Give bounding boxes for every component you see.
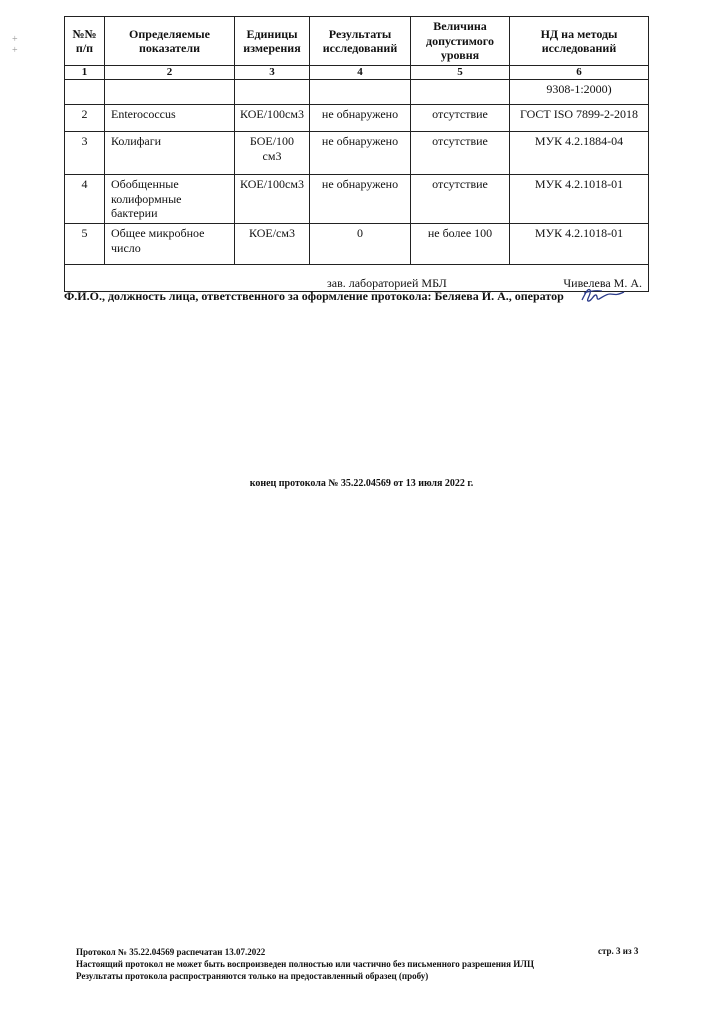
header-cell: №№ п/п xyxy=(65,17,105,66)
limit-cell: не более 100 xyxy=(411,224,510,265)
indicator-name: Обобщенные колиформные бактерии xyxy=(105,175,235,224)
margin-mark: + + xyxy=(12,34,18,56)
table-cell: 9308-1:2000) xyxy=(510,80,649,105)
responsible-value: Беляева И. А., оператор xyxy=(434,289,564,303)
column-number-row xyxy=(65,66,649,80)
header-cell: Результаты исследований xyxy=(310,17,411,66)
header-cell: Определяемые показатели xyxy=(105,17,235,66)
row-number: 2 xyxy=(65,105,105,132)
method-cell: МУК 4.2.1884-04 xyxy=(510,132,649,175)
table-cell xyxy=(411,80,510,105)
table-row xyxy=(65,105,649,132)
row-number: 5 xyxy=(65,224,105,265)
column-number: 3 xyxy=(235,66,310,80)
unit-cell: КОЕ/100см3 xyxy=(235,105,310,132)
result-cell: не обнаружено xyxy=(310,175,411,224)
limit-cell: отсутствие xyxy=(411,132,510,175)
header-cell: Величина допустимого уровня xyxy=(411,17,510,66)
row-number: 3 xyxy=(65,132,105,175)
header-cell: Единицы измерения xyxy=(235,17,310,66)
table-header-row xyxy=(65,17,649,66)
lab-head-name: Чивелева М. А. xyxy=(563,275,642,290)
limit-cell: отсутствие xyxy=(411,105,510,132)
footer-line: Протокол № 35.22.04569 распечатан 13.07.2022 xyxy=(76,947,266,957)
indicator-name: Enterococcus xyxy=(105,105,235,132)
method-cell: ГОСТ ISO 7899-2-2018 xyxy=(510,105,649,132)
table-cell xyxy=(105,80,235,105)
unit-cell: КОЕ/100см3 xyxy=(235,175,310,224)
column-number: 5 xyxy=(411,66,510,80)
footer-line: Настоящий протокол не может быть воспроизведен полностью или частично без письменного разрешения ИЛЦ xyxy=(76,959,534,970)
result-cell: 0 xyxy=(310,224,411,265)
method-cell: МУК 4.2.1018-01 xyxy=(510,224,649,265)
table-cell xyxy=(235,80,310,105)
footer-line: Результаты протокола распространяются только на предоставленный образец (пробу) xyxy=(76,971,429,982)
signature-cell xyxy=(65,265,649,292)
responsible-person xyxy=(64,289,564,304)
column-number: 2 xyxy=(105,66,235,80)
responsible-label: Ф.И.О., должность лица, ответственного за оформление протокола: xyxy=(64,289,432,303)
unit-cell: КОЕ/см3 xyxy=(235,224,310,265)
column-number: 1 xyxy=(65,66,105,80)
table-cell xyxy=(310,80,411,105)
method-cell: МУК 4.2.1018-01 xyxy=(510,175,649,224)
handwritten-signature xyxy=(578,284,626,306)
column-number: 4 xyxy=(310,66,411,80)
table-cell xyxy=(65,80,105,105)
page-number: стр. 3 из 3 xyxy=(598,946,639,956)
lab-head-title: зав. лабораторией МБЛ xyxy=(327,275,447,290)
column-number: 6 xyxy=(510,66,649,80)
table-row xyxy=(65,132,649,175)
signature-row xyxy=(65,265,649,292)
protocol-end-note: конец протокола № 35.22.04569 от 13 июля 2022 г. xyxy=(249,478,474,489)
results-table xyxy=(64,16,649,292)
continuation-row xyxy=(65,80,649,105)
page-footer xyxy=(76,946,534,982)
row-number: 4 xyxy=(65,175,105,224)
result-cell: не обнаружено xyxy=(310,132,411,175)
unit-cell: БОЕ/100 см3 xyxy=(235,132,310,175)
indicator-name: Колифаги xyxy=(105,132,235,175)
table-row xyxy=(65,224,649,265)
indicator-name: Общее микробное число xyxy=(105,224,235,265)
table-row xyxy=(65,175,649,224)
limit-cell: отсутствие xyxy=(411,175,510,224)
result-cell: не обнаружено xyxy=(310,105,411,132)
header-cell: НД на методы исследований xyxy=(510,17,649,66)
